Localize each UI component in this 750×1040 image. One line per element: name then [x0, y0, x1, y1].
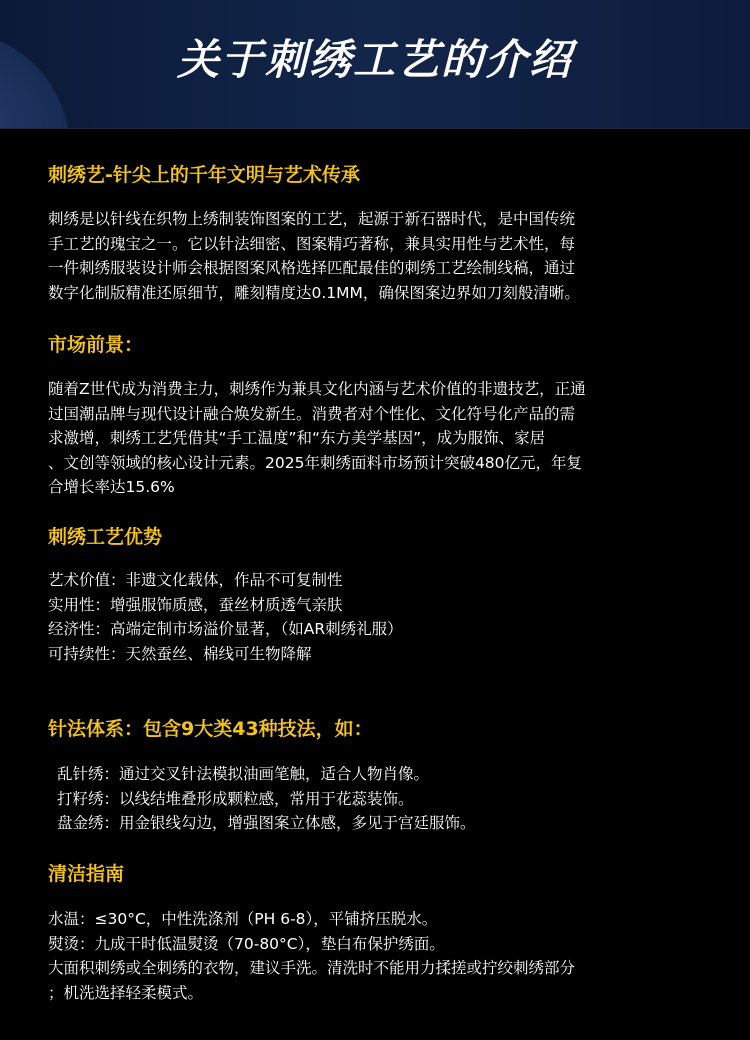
advantages-heading: 刺绣工艺优势: [48, 526, 163, 548]
market-section: [48, 330, 708, 500]
cleaning-item: 水温：≤30°C，中性洗涤剂（PH 6-8），平铺挤压脱水。: [48, 910, 438, 928]
stitch-item: 盘金绣：用金银线勾边，增强图案立体感，多见于宫廷服饰。: [57, 814, 476, 832]
advantage-item: 可持续性：天然蚕丝、棉线可生物降解: [48, 644, 312, 663]
advantage-item: 经济性：高端定制市场溢价显著，（如AR刺绣礼服）: [48, 620, 403, 638]
stitch-item: 打籽绣：以线结堆叠形成颗粒感，常用于花蕊装饰。: [57, 789, 414, 808]
cleaning-item: 大面积刺绣或全刺绣的衣物，建议手洗。清洗时不能用力揉搓或拧绞刺绣部分: [48, 959, 576, 977]
intro-paragraph: 刺绣是以针线在织物上绣制装饰图案的工艺，起源于新石器时代，是中国传统 手工艺的瑰宝之一。它以针法细密、图案精巧著称，兼具实用性与艺术性，每 一件刺绣服装设计师会根据图案风格选择匹配最佳的刺绣工艺绘制线稿，通过 数字化制版精准还原细节，雕刻精度达0.1MM，确保图案边界如刀刻般清晰。: [48, 210, 580, 302]
cleaning-section: [48, 859, 708, 1005]
cleaning-item: ；机洗选择轻柔模式。: [48, 983, 204, 1002]
stitch-item: 乱针绣：通过交叉针法模拟油画笔触，适合人物肖像。: [57, 765, 430, 783]
page-title: 关于刺绣工艺的介绍: [176, 35, 573, 84]
advantage-item: 艺术价值：非遗文化载体，作品不可复制性: [48, 571, 343, 589]
intro-section: [48, 160, 708, 305]
header-banner: [0, 0, 750, 129]
market-heading: 市场前景：: [48, 334, 144, 356]
advantage-item: 实用性：增强服饰质感，蚕丝材质透气亲肤: [48, 595, 343, 614]
advantages-section: [48, 522, 708, 666]
stitches-section: [48, 714, 708, 836]
cleaning-heading: 清洁指南: [48, 863, 125, 885]
intro-heading: 刺绣艺-针尖上的千年文明与艺术传承: [48, 164, 360, 186]
cleaning-item: 熨烫：九成干时低温熨烫（70-80°C），垫白布保护绣面。: [48, 934, 445, 953]
market-paragraph: 随着Z世代成为消费主力，刺绣作为兼具文化内涵与艺术价值的非遗技艺，正通 过国潮品牌与现代设计融合焕发新生。消费者对个性化、文化符号化产品的需 求激增，刺绣工艺凭借其“手工温度”和“东方美学基因”，成为服饰、家居 、文创等领域的核心设计元素。2025年刺绣面料市场预计突破480亿元，年复 合增长率达15.6%: [48, 380, 586, 496]
stitches-heading: 针法体系：包含9大类43种技法，如：: [48, 718, 373, 740]
